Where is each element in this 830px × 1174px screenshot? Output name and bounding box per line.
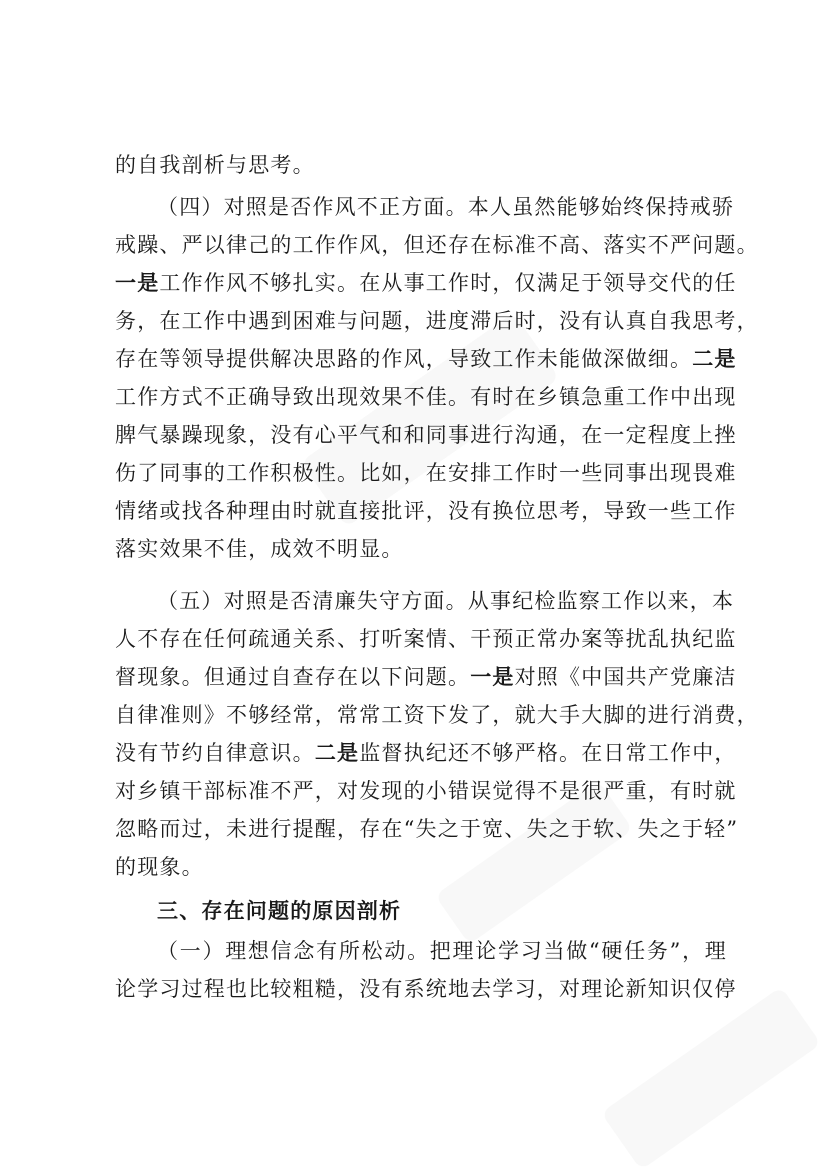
text-line: 的自我剖析与思考。 xyxy=(115,153,315,177)
text-line: 对乡镇干部标准不严，对发现的小错误觉得不是很严重，有时就 xyxy=(115,779,737,803)
emphasis-label: 一是 xyxy=(470,665,515,689)
text-line: 情绪或找各种理由时就直接批评，没有换位思考，导致一些工作 xyxy=(115,499,737,523)
emphasis-label: 一是 xyxy=(115,271,160,295)
text-line xyxy=(115,268,737,298)
text-span: 对照《中国共产党廉洁 xyxy=(514,665,737,689)
text-line: 自律准则》不够经常，常常工资下发了，就大手大脚的进行消费， xyxy=(115,703,759,727)
text-line: 落实效果不佳，成效不明显。 xyxy=(115,537,404,561)
emphasis-label: 二是 xyxy=(692,347,737,371)
text-line: （五）对照是否清廉失守方面。从事纪检监察工作以来，本 xyxy=(157,589,735,613)
text-line: 忽略而过，未进行提醒，存在“失之于宽、失之于软、失之于轻” xyxy=(115,817,739,841)
text-line: 工作方式不正确导致出现效果不佳。有时在乡镇急重工作中出现 xyxy=(115,385,737,409)
text-line: （四）对照是否作风不正方面。本人虽然能够始终保持戒骄 xyxy=(157,195,735,219)
text-span: 督现象。但通过自查存在以下问题。 xyxy=(115,665,471,689)
emphasis-label: 二是 xyxy=(314,741,360,765)
text-span: 工作作风不够扎实。在从事工作时，仅满足于领导交代的任 xyxy=(159,271,737,295)
text-line xyxy=(115,662,737,692)
text-line: （一）理想信念有所松动。把理论学习当做“硬任务”，理 xyxy=(157,939,727,963)
text-line: 务，在工作中遇到困难与问题，进度滞后时，没有认真自我思考， xyxy=(115,309,759,333)
text-line: 戒躁、严以律己的工作作风，但还存在标准不高、落实不严问题。 xyxy=(115,233,759,257)
section-heading: 三、存在问题的原因剖析 xyxy=(157,899,402,923)
text-line: 人不存在任何疏通关系、打听案情、干预正常办案等扰乱执纪监 xyxy=(115,627,737,651)
text-line: 伤了同事的工作积极性。比如，在安排工作时一些同事出现畏难 xyxy=(115,461,737,485)
text-span: 没有节约自律意识。 xyxy=(115,741,315,765)
text-line xyxy=(115,738,737,768)
text-line xyxy=(115,344,737,374)
text-line: 脾气暴躁现象，没有心平气和和同事进行沟通，在一定程度上挫 xyxy=(115,423,737,447)
text-span: 监督执纪还不够严格。在日常工作中， xyxy=(359,741,737,765)
text-line: 的现象。 xyxy=(115,855,204,879)
text-line: 论学习过程也比较粗糙，没有系统地去学习，对理论新知识仅停 xyxy=(115,977,737,1001)
text-span: 存在等领导提供解决思路的作风，导致工作未能做深做细。 xyxy=(115,347,693,371)
